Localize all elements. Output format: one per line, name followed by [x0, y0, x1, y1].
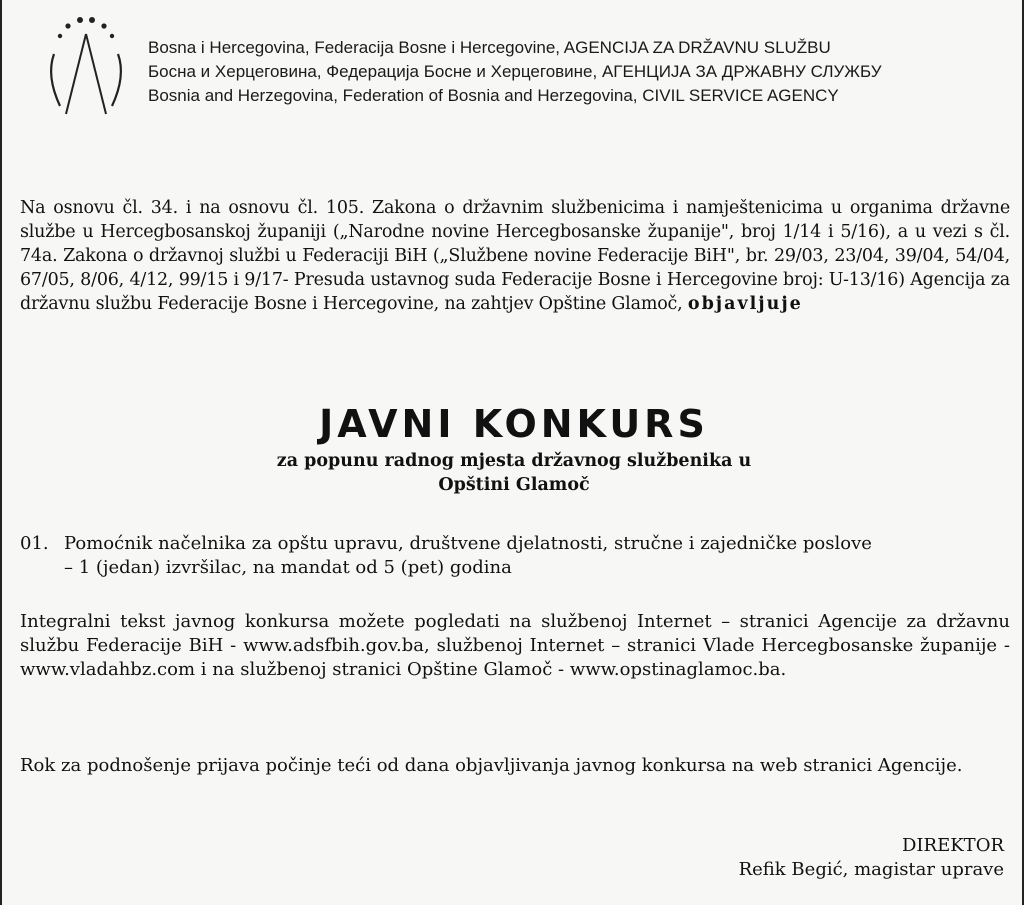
info-paragraph: Integralni tekst javnog konkursa možete pogledati na službenoj Internet – stranici Agencije za državnu službu Federacije BiH - www.adsfbih.gov.ba, službenoj Internet – stranici Vlade Hercegbosanske županije - www.vladahbz.com i na službenoj stranici Opštine Glamoč - www.opstinaglamoc.ba. [20, 611, 1010, 680]
position-item [20, 532, 1010, 580]
signature-block [739, 834, 1004, 882]
position-details: – 1 (jedan) izvršilac, na mandat od 5 (pet) godina [64, 557, 512, 578]
deadline-paragraph: Rok za podnošenje prijava počinje teći od dana objavljivanja javnog konkursa na web stranici Agencije. [20, 755, 963, 776]
signature-role: DIREKTOR [902, 835, 1004, 856]
agency-header-sr: Босна и Херцеговина, Федерација Босне и Херцеговине, АГЕНЦИЈА ЗА ДРЖАВНУ СЛУЖБУ [148, 62, 882, 81]
subtitle-line-1: za popunu radnog mjesta državnog službenika u [276, 451, 752, 471]
agency-header-bs: Bosna i Hercegovina, Federacija Bosne i Hercegovine, AGENCIJA ZA DRŽAVNU SLUŽBU [148, 38, 831, 57]
signature-name: Refik Begić, magistar uprave [738, 859, 1004, 880]
announcement-title: JAVNI KONKURS [319, 402, 709, 446]
agency-header [148, 36, 882, 108]
subtitle-line-2: Opštini Glamoč [438, 475, 590, 495]
position-title: Pomoćnik načelnika za opštu upravu, društvene djelatnosti, stručne i zajedničke poslove [64, 533, 872, 554]
announcement-subtitle [2, 449, 1024, 497]
agency-emblem-icon [40, 14, 130, 124]
intro-text: Na osnovu čl. 34. i na osnovu čl. 105. Zakona o državnim službenicima i namještenicima u organima državne službe u Hercegbosanskoj županiji („Narodne novine Hercegbosanske županije", broj 1/14 i 5/16), a u vezi s čl. 74a. Zakona o državnoj službi u Federaciji BiH („Službene novine Federacije BiH", br. 29/03, 23/04, 39/04, 54/04, 67/05, 8/06, 4/12, 99/15 i 9/17- Presuda ustavnog suda Federacije Bosne i Hercegovine broj: U-13/16) Agencija za državnu službu Federacije Bosne i Hercegovine, na zahtjev Opštine Glamoč, [20, 198, 1010, 314]
position-number: 01. [20, 533, 49, 554]
intro-paragraph [20, 196, 1010, 316]
agency-header-en: Bosnia and Herzegovina, Federation of Bosnia and Herzegovina, CIVIL SERVICE AGENCY [148, 86, 839, 105]
intro-emphasis: objavljuje [687, 294, 803, 314]
